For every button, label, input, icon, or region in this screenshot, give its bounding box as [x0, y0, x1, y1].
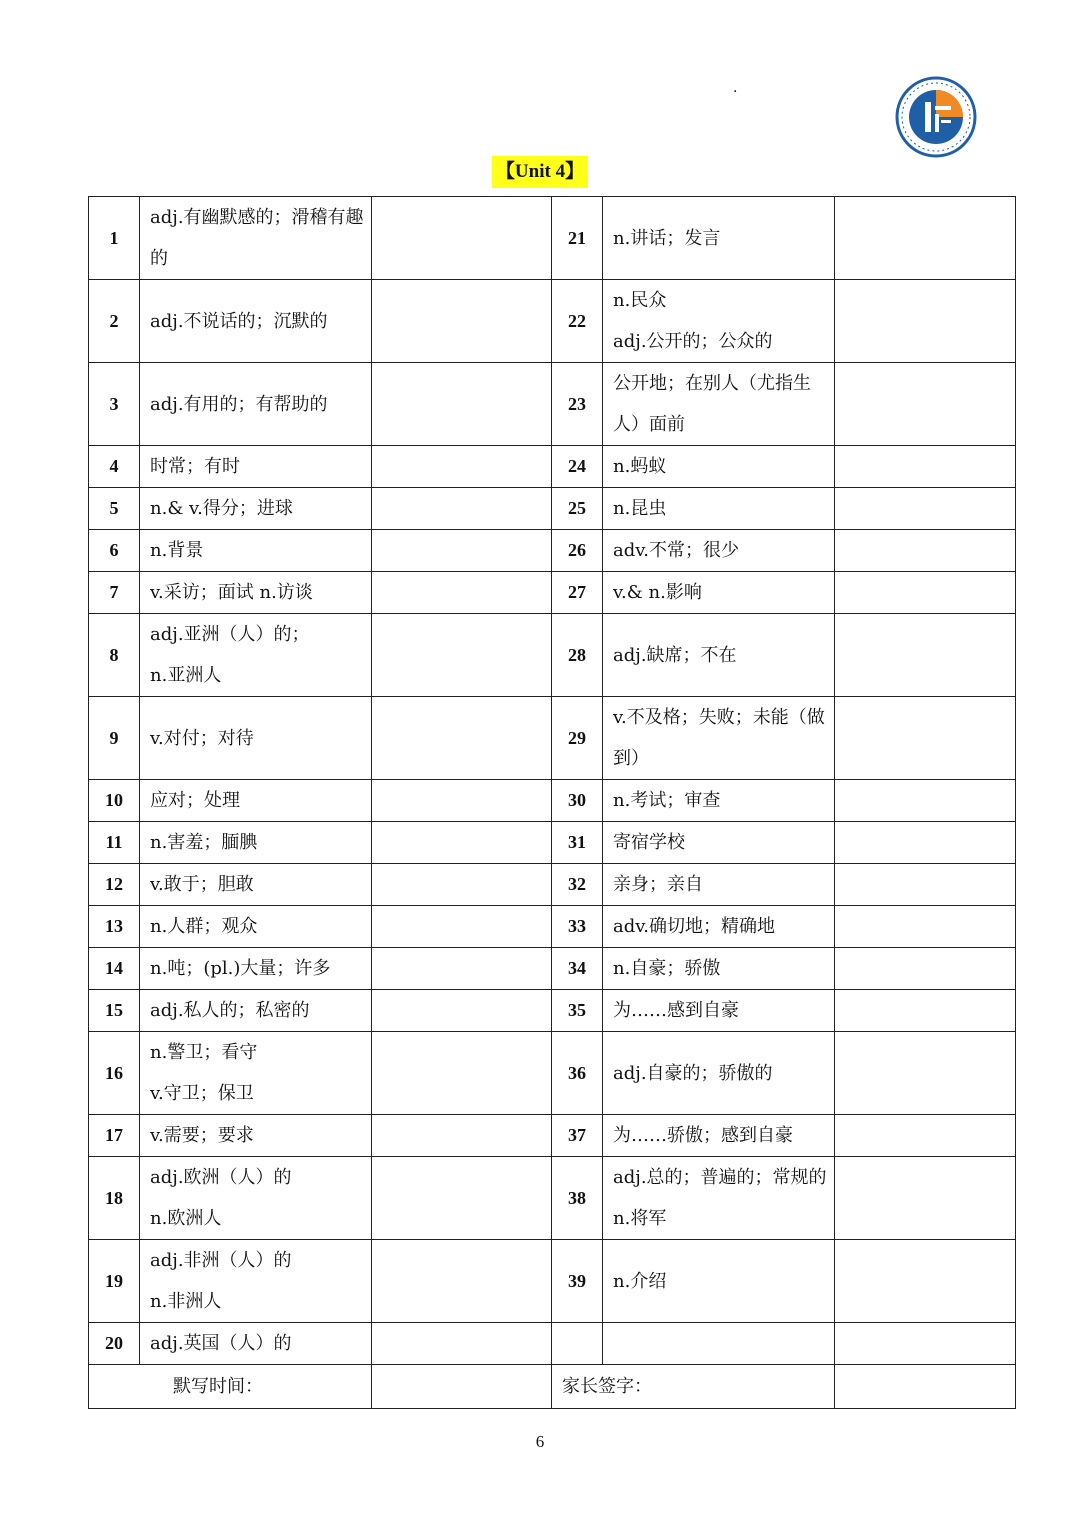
item-definition	[140, 197, 372, 280]
definition-line: n.考试；审查	[613, 790, 721, 811]
item-definition	[603, 948, 835, 990]
definition-line: v.不及格；失败；未能（做	[613, 707, 825, 728]
item-definition	[603, 488, 835, 530]
item-definition	[603, 990, 835, 1032]
item-number: 23	[552, 363, 603, 446]
item-number: 9	[89, 697, 140, 780]
definition-line: adj.亚洲（人）的；	[150, 624, 310, 645]
answer-cell[interactable]	[372, 572, 552, 614]
item-definition	[140, 906, 372, 948]
item-definition	[140, 446, 372, 488]
item-definition	[603, 446, 835, 488]
table-row	[89, 614, 1016, 697]
definition-line: 时常；有时	[150, 456, 240, 477]
item-definition	[140, 1323, 372, 1365]
definition-line: v.& n.影响	[613, 582, 702, 603]
answer-cell[interactable]	[835, 990, 1016, 1032]
answer-cell[interactable]	[372, 864, 552, 906]
table-row	[89, 488, 1016, 530]
item-number: 5	[89, 488, 140, 530]
item-number: 24	[552, 446, 603, 488]
item-number: 35	[552, 990, 603, 1032]
definition-line: adv.确切地；精确地	[613, 916, 776, 937]
answer-cell[interactable]	[835, 488, 1016, 530]
answer-cell[interactable]	[372, 363, 552, 446]
definition-line: adj.总的；普遍的；常规的	[613, 1167, 827, 1188]
item-definition	[140, 1157, 372, 1240]
parent-signature-label: 家长签字：	[552, 1365, 835, 1409]
answer-cell[interactable]	[835, 1032, 1016, 1115]
definition-line: n.& v.得分；进球	[150, 498, 293, 519]
answer-cell[interactable]	[372, 1240, 552, 1323]
answer-cell[interactable]	[835, 614, 1016, 697]
table-row	[89, 1240, 1016, 1323]
answer-cell[interactable]	[835, 363, 1016, 446]
item-definition	[603, 906, 835, 948]
item-number: 20	[89, 1323, 140, 1365]
table-row	[89, 864, 1016, 906]
definition-line: adj.有幽默感的；滑稽有趣	[150, 207, 364, 228]
answer-cell[interactable]	[835, 780, 1016, 822]
definition-line: n.介绍	[613, 1270, 667, 1292]
item-definition	[603, 780, 835, 822]
answer-cell[interactable]	[835, 697, 1016, 780]
answer-cell[interactable]	[835, 906, 1016, 948]
definition-line: adj.有用的；有帮助的	[150, 393, 328, 415]
definition-line: 应对；处理	[150, 790, 240, 811]
definition-line: n.人群；观众	[150, 916, 258, 937]
answer-cell[interactable]	[835, 822, 1016, 864]
definition-line: n.将军	[613, 1208, 667, 1229]
item-definition	[140, 948, 372, 990]
answer-cell[interactable]	[835, 1240, 1016, 1323]
definition-line: v.采访；面试 n.访谈	[150, 582, 313, 603]
answer-cell[interactable]	[835, 280, 1016, 363]
answer-cell[interactable]	[372, 1157, 552, 1240]
definition-line: adj.非洲（人）的	[150, 1250, 292, 1271]
answer-cell[interactable]	[372, 780, 552, 822]
definition-line: v.需要；要求	[150, 1125, 254, 1146]
item-number: 21	[552, 197, 603, 280]
item-number	[552, 1323, 603, 1365]
item-number: 6	[89, 530, 140, 572]
table-row	[89, 1032, 1016, 1115]
answer-cell[interactable]	[372, 280, 552, 363]
item-number: 36	[552, 1032, 603, 1115]
answer-cell[interactable]	[372, 906, 552, 948]
item-definition	[603, 1157, 835, 1240]
answer-cell[interactable]	[835, 197, 1016, 280]
table-row	[89, 572, 1016, 614]
item-number: 33	[552, 906, 603, 948]
item-definition	[603, 530, 835, 572]
item-number: 22	[552, 280, 603, 363]
item-number: 17	[89, 1115, 140, 1157]
dictation-time-label: 默写时间：	[89, 1365, 372, 1409]
table-row	[89, 530, 1016, 572]
item-definition	[140, 1240, 372, 1323]
definition-line: n.背景	[150, 540, 204, 561]
item-number: 11	[89, 822, 140, 864]
table-row	[89, 280, 1016, 363]
definition-line: adj.不说话的；沉默的	[150, 310, 328, 332]
item-definition	[140, 822, 372, 864]
parent-signature-field[interactable]	[835, 1365, 1016, 1409]
definition-line: n.讲话；发言	[613, 227, 721, 249]
answer-cell[interactable]	[372, 948, 552, 990]
definition-line: n.害羞；腼腆	[150, 832, 258, 853]
item-number: 19	[89, 1240, 140, 1323]
answer-cell[interactable]	[372, 530, 552, 572]
item-definition	[140, 780, 372, 822]
definition-line: 人）面前	[613, 414, 685, 435]
item-number: 37	[552, 1115, 603, 1157]
table-row	[89, 1323, 1016, 1365]
item-number: 38	[552, 1157, 603, 1240]
table-row	[89, 363, 1016, 446]
definition-line: adj.私人的；私密的	[150, 1000, 310, 1021]
item-number: 8	[89, 614, 140, 697]
item-definition	[140, 488, 372, 530]
table-row	[89, 697, 1016, 780]
definition-line: adj.自豪的；骄傲的	[613, 1062, 773, 1084]
definition-line: 为……骄傲；感到自豪	[613, 1125, 793, 1146]
definition-line: 寄宿学校	[613, 832, 685, 853]
item-number: 39	[552, 1240, 603, 1323]
answer-cell[interactable]	[372, 197, 552, 280]
item-definition	[603, 280, 835, 363]
table-row	[89, 1157, 1016, 1240]
answer-cell[interactable]	[835, 446, 1016, 488]
answer-cell[interactable]	[835, 864, 1016, 906]
item-number: 14	[89, 948, 140, 990]
item-number: 18	[89, 1157, 140, 1240]
dictation-time-field[interactable]	[372, 1365, 552, 1409]
answer-cell[interactable]	[835, 1323, 1016, 1365]
answer-cell[interactable]	[372, 1032, 552, 1115]
definition-line: adj.欧洲（人）的	[150, 1167, 292, 1188]
item-number: 2	[89, 280, 140, 363]
table-row	[89, 948, 1016, 990]
definition-line: 为……感到自豪	[613, 1000, 739, 1021]
answer-cell[interactable]	[835, 572, 1016, 614]
school-logo-icon	[895, 76, 977, 158]
item-number: 28	[552, 614, 603, 697]
definition-line: adj.缺席；不在	[613, 644, 737, 666]
answer-cell[interactable]	[372, 697, 552, 780]
signature-row	[89, 1365, 1016, 1409]
answer-cell[interactable]	[372, 1323, 552, 1365]
answer-cell[interactable]	[835, 1157, 1016, 1240]
item-number: 34	[552, 948, 603, 990]
definition-line: v.对付；对待	[150, 727, 254, 749]
item-number: 29	[552, 697, 603, 780]
item-number: 10	[89, 780, 140, 822]
item-definition	[140, 572, 372, 614]
item-definition	[603, 822, 835, 864]
definition-line: n.自豪；骄傲	[613, 958, 721, 979]
item-definition	[140, 280, 372, 363]
item-number: 27	[552, 572, 603, 614]
item-definition	[603, 1240, 835, 1323]
definition-line: v.守卫；保卫	[150, 1083, 254, 1104]
table-row	[89, 990, 1016, 1032]
item-definition	[603, 864, 835, 906]
item-definition	[603, 614, 835, 697]
answer-cell[interactable]	[835, 1115, 1016, 1157]
item-definition	[140, 614, 372, 697]
item-definition	[140, 697, 372, 780]
item-number: 16	[89, 1032, 140, 1115]
table-row	[89, 446, 1016, 488]
definition-line: adj.公开的；公众的	[613, 331, 773, 352]
item-definition	[140, 864, 372, 906]
answer-cell[interactable]	[835, 530, 1016, 572]
definition-line: n.亚洲人	[150, 665, 222, 686]
item-number: 7	[89, 572, 140, 614]
item-definition	[140, 990, 372, 1032]
item-number: 15	[89, 990, 140, 1032]
table-row	[89, 822, 1016, 864]
answer-cell[interactable]	[835, 948, 1016, 990]
definition-line: n.欧洲人	[150, 1208, 222, 1229]
table-row	[89, 1115, 1016, 1157]
item-definition	[603, 363, 835, 446]
definition-line: 公开地；在别人（尤指生	[613, 373, 811, 394]
definition-line: n.吨；(pl.)大量；许多	[150, 958, 331, 979]
item-definition	[603, 697, 835, 780]
definition-line: n.蚂蚁	[613, 456, 667, 477]
item-number: 25	[552, 488, 603, 530]
item-number: 31	[552, 822, 603, 864]
answer-cell[interactable]	[372, 1115, 552, 1157]
item-definition	[603, 572, 835, 614]
table-row	[89, 197, 1016, 280]
definition-line: n.非洲人	[150, 1291, 222, 1312]
vocabulary-table	[88, 196, 1016, 1409]
definition-line: adv.不常；很少	[613, 540, 740, 561]
definition-line: n.民众	[613, 290, 667, 311]
answer-cell[interactable]	[372, 446, 552, 488]
item-number: 30	[552, 780, 603, 822]
definition-line: 的	[150, 248, 168, 269]
item-number: 32	[552, 864, 603, 906]
definition-line: n.警卫；看守	[150, 1042, 258, 1063]
item-definition	[603, 197, 835, 280]
item-definition	[140, 363, 372, 446]
definition-line: adj.英国（人）的	[150, 1333, 292, 1354]
stray-dot: ·	[733, 84, 738, 100]
item-definition	[603, 1323, 835, 1365]
answer-cell[interactable]	[372, 614, 552, 697]
item-definition	[140, 530, 372, 572]
definition-line: 亲身；亲自	[613, 874, 703, 895]
answer-cell[interactable]	[372, 822, 552, 864]
item-number: 1	[89, 197, 140, 280]
unit-title: 【Unit 4】	[492, 156, 588, 188]
item-number: 26	[552, 530, 603, 572]
table-row	[89, 780, 1016, 822]
table-row	[89, 906, 1016, 948]
item-definition	[140, 1032, 372, 1115]
item-number: 3	[89, 363, 140, 446]
definition-line: n.昆虫	[613, 498, 667, 519]
definition-line: 到）	[613, 748, 649, 769]
answer-cell[interactable]	[372, 990, 552, 1032]
item-definition	[603, 1032, 835, 1115]
item-number: 4	[89, 446, 140, 488]
definition-line: v.敢于；胆敢	[150, 874, 254, 895]
item-definition	[140, 1115, 372, 1157]
answer-cell[interactable]	[372, 488, 552, 530]
item-number: 12	[89, 864, 140, 906]
item-number: 13	[89, 906, 140, 948]
item-definition	[603, 1115, 835, 1157]
page-number: 6	[535, 1432, 545, 1451]
